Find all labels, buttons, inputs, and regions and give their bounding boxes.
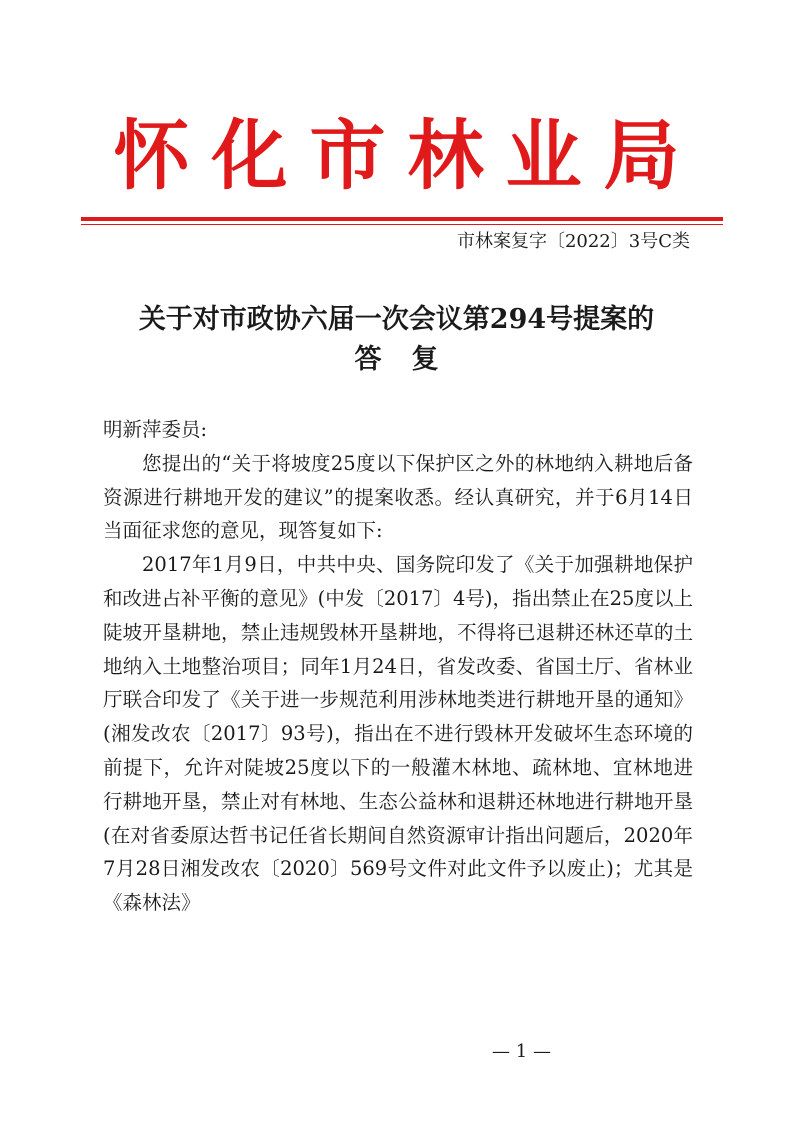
salutation: 明新萍委员: (103, 418, 208, 441)
doc-title-line2: 答复 (354, 344, 469, 375)
header-rule-thick (81, 217, 723, 221)
doc-number: 市林案复字〔2022〕3号C类 (456, 231, 690, 252)
org-title: 怀化市林业局 (113, 111, 702, 200)
header-rule-thin (81, 224, 723, 225)
body-paragraph: 您提出的“关于将坡度25度以下保护区之外的林地纳入耕地后备资源进行耕地开发的建议”的提案收悉。经认真研究，并于6月14日当面征求您的意见，现答复如下: (103, 451, 693, 543)
doc-title (0, 300, 793, 380)
body-paragraph: 2017年1月9日，中共中央、国务院印发了《关于加强耕地保护和改进占补平衡的意见》(中发〔2017〕4号)，指出禁止在25度以上陡坡开垦耕地，禁止违规毁林开垦耕地，不得将已退耕还林还草的土地纳入土地整治项目；同年1月24日，省发改委、省国土厅、省林业厅联合印发了《关于进一步规范利用涉林地类进行耕地开垦的通知》(湘发改农〔2017〕93号)，指出在不进行毁林开发破坏生态环境的前提下，允许对陡坡25度以下的一般灌木林地、疏林地、宜林地进行耕地开垦，禁止对有林地、生态公益林和退耕还林地进行耕地开垦(在对省委原达哲书记任省长期间自然资源审计指出问题后，2020年7月28日湘发改农〔2020〕569号文件对此文件予以废止)；尤其是《森林法》 (103, 553, 693, 915)
page-number: — 1 — (492, 1041, 551, 1062)
doc-title-line1: 关于对市政协六届一次会议第294号提案的 (138, 304, 655, 335)
letter-body (103, 413, 693, 920)
